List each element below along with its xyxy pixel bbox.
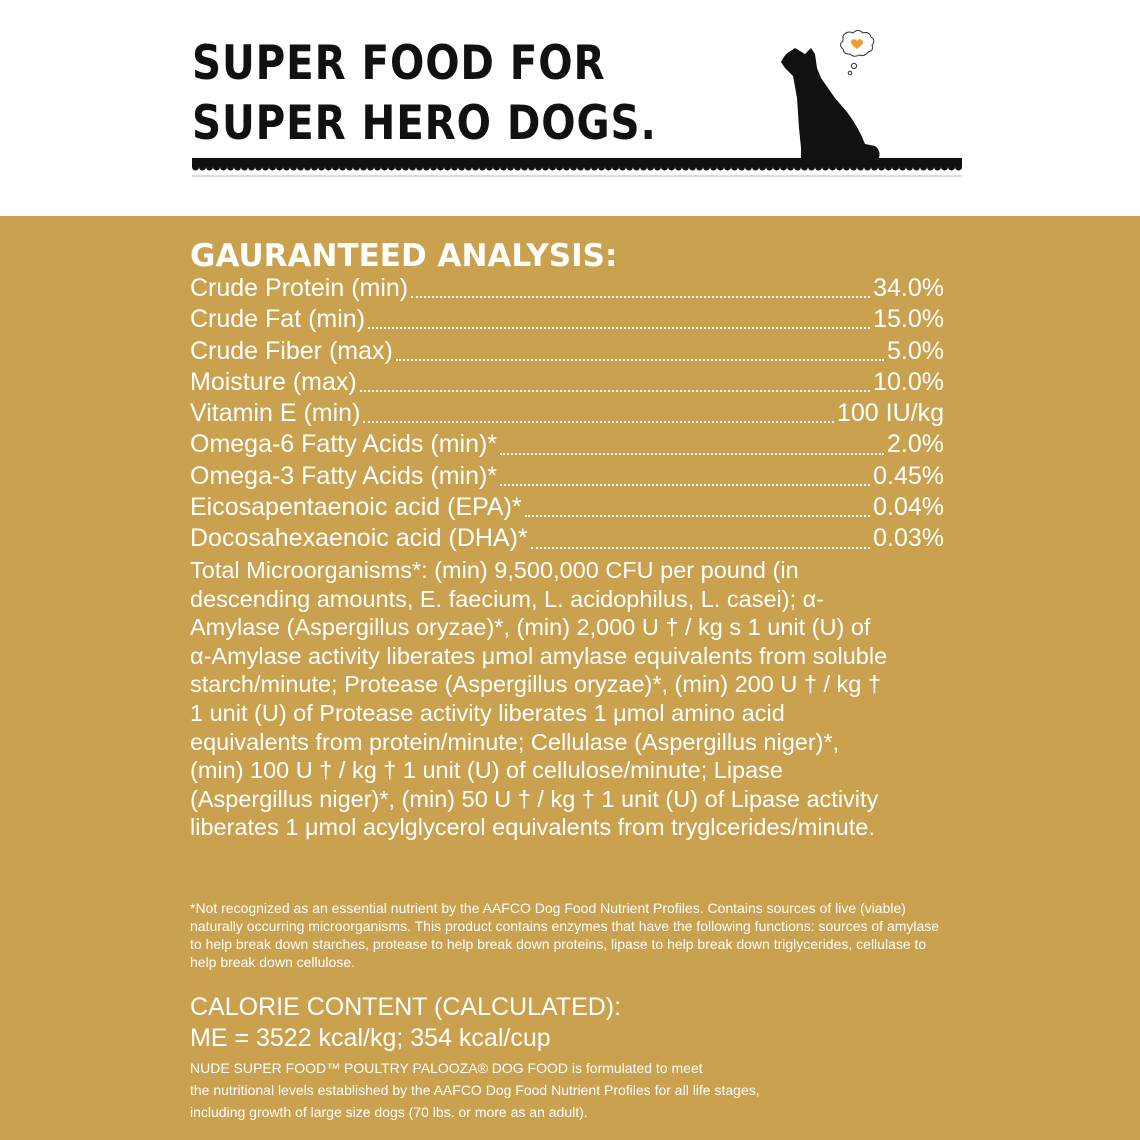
analysis-row [190,367,944,398]
thought-bubble-icon [841,31,874,75]
dot-leader [363,420,834,423]
analysis-label: Crude Fiber (max) [190,336,393,365]
analysis-label: Omega-6 Fatty Acids (min)* [190,430,498,459]
statement-line-2: the nutritional levels established by the AAFCO Dog Food Nutrient Profiles for all life stages, [190,1082,760,1098]
analysis-row [190,336,944,367]
header-banner [0,0,1140,216]
dog-silhouette-icon [775,28,885,166]
guaranteed-analysis-list [190,273,944,555]
analysis-value: 0.45% [873,461,944,490]
dot-leader [360,389,870,392]
guaranteed-analysis-title: GAURANTEED ANALYSIS: [190,238,618,274]
analysis-row [190,398,944,429]
nutrition-panel [0,216,1140,1140]
analysis-row [190,492,944,523]
analysis-row [190,273,944,304]
analysis-row [190,461,944,492]
headline-line-2: SUPER HERO DOGS. [192,96,657,151]
microorganisms-text: Total Microorganisms*: (min) 9,500,000 CFU per pound (in descending amounts, E. faecium, L. acidophilus, L. casei); α-Amylase (Aspergillus oryzae)*, (min) 2,000 U † / kg s 1 unit (U) of α-Amylase activity liberates μmol amylase equivalents from soluble starch/minute; Protease (Aspergillus oryzae)*, (min) 200 U † / kg † 1 unit (U) of Protease activity liberates 1 μmol amino acid equivalents from protein/minute; Cellulase (Aspergillus niger)*, (min) 100 U † / kg † 1 unit (U) of cellulose/minute; Lipase (Aspergillus niger)*, (min) 50 U † / kg † 1 unit (U) of Lipase activity liberates 1 μmol acylglycerol equivalents from tryglcerides/minute. [190,557,888,841]
analysis-value: 10.0% [873,367,944,396]
analysis-value: 5.0% [887,336,944,365]
dot-leader [531,546,870,549]
headline-line-1: SUPER FOOD FOR [192,36,606,91]
analysis-label: Crude Protein (min) [190,274,409,302]
footnote: *Not recognized as an essential nutrient by the AAFCO Dog Food Nutrient Profiles. Contains sources of live (viable) naturally occurring microorganisms. This product contains enzymes that have the following functions: sources of amylase to help break down starches, protease to help break down proteins, lipase to help break down triglycerides, cellulase to help break down cellulose. [190,900,940,970]
analysis-value: 100 IU/kg [836,399,944,428]
analysis-label: Eicosapentaenoic acid (EPA)* [190,493,522,522]
headline [192,34,657,154]
statement-line-3: including growth of large size dogs (70 lbs. or more as an adult). [190,1104,588,1120]
analysis-label: Docosahexaenoic acid (DHA)* [190,524,528,553]
analysis-row [190,304,944,335]
dot-leader [500,452,884,455]
scalloped-divider [192,158,962,180]
statement-line-1: NUDE SUPER FOOD™ POULTRY PALOOZA® DOG FOOD is formulated to meet [190,1060,703,1076]
dot-leader [525,514,870,517]
analysis-label: Moisture (max) [190,367,357,396]
analysis-value: 0.04% [873,493,944,522]
analysis-label: Omega-3 Fatty Acids (min)* [190,461,498,490]
calorie-content [190,992,621,1054]
analysis-value: 34.0% [873,274,944,302]
dot-leader [500,483,870,486]
analysis-label: Crude Fat (min) [190,305,366,334]
analysis-value: 0.03% [873,524,944,553]
dot-leader [411,295,870,298]
calorie-value: ME = 3522 kcal/kg; 354 kcal/cup [190,1024,551,1052]
aafco-statement [190,1057,950,1123]
calorie-title: CALORIE CONTENT (CALCULATED): [190,993,622,1021]
analysis-row [190,429,944,460]
dot-leader [368,326,870,329]
analysis-row [190,523,944,554]
analysis-label: Vitamin E (min) [190,399,361,428]
dot-leader [396,358,884,361]
analysis-value: 2.0% [887,430,944,459]
analysis-value: 15.0% [873,305,944,334]
